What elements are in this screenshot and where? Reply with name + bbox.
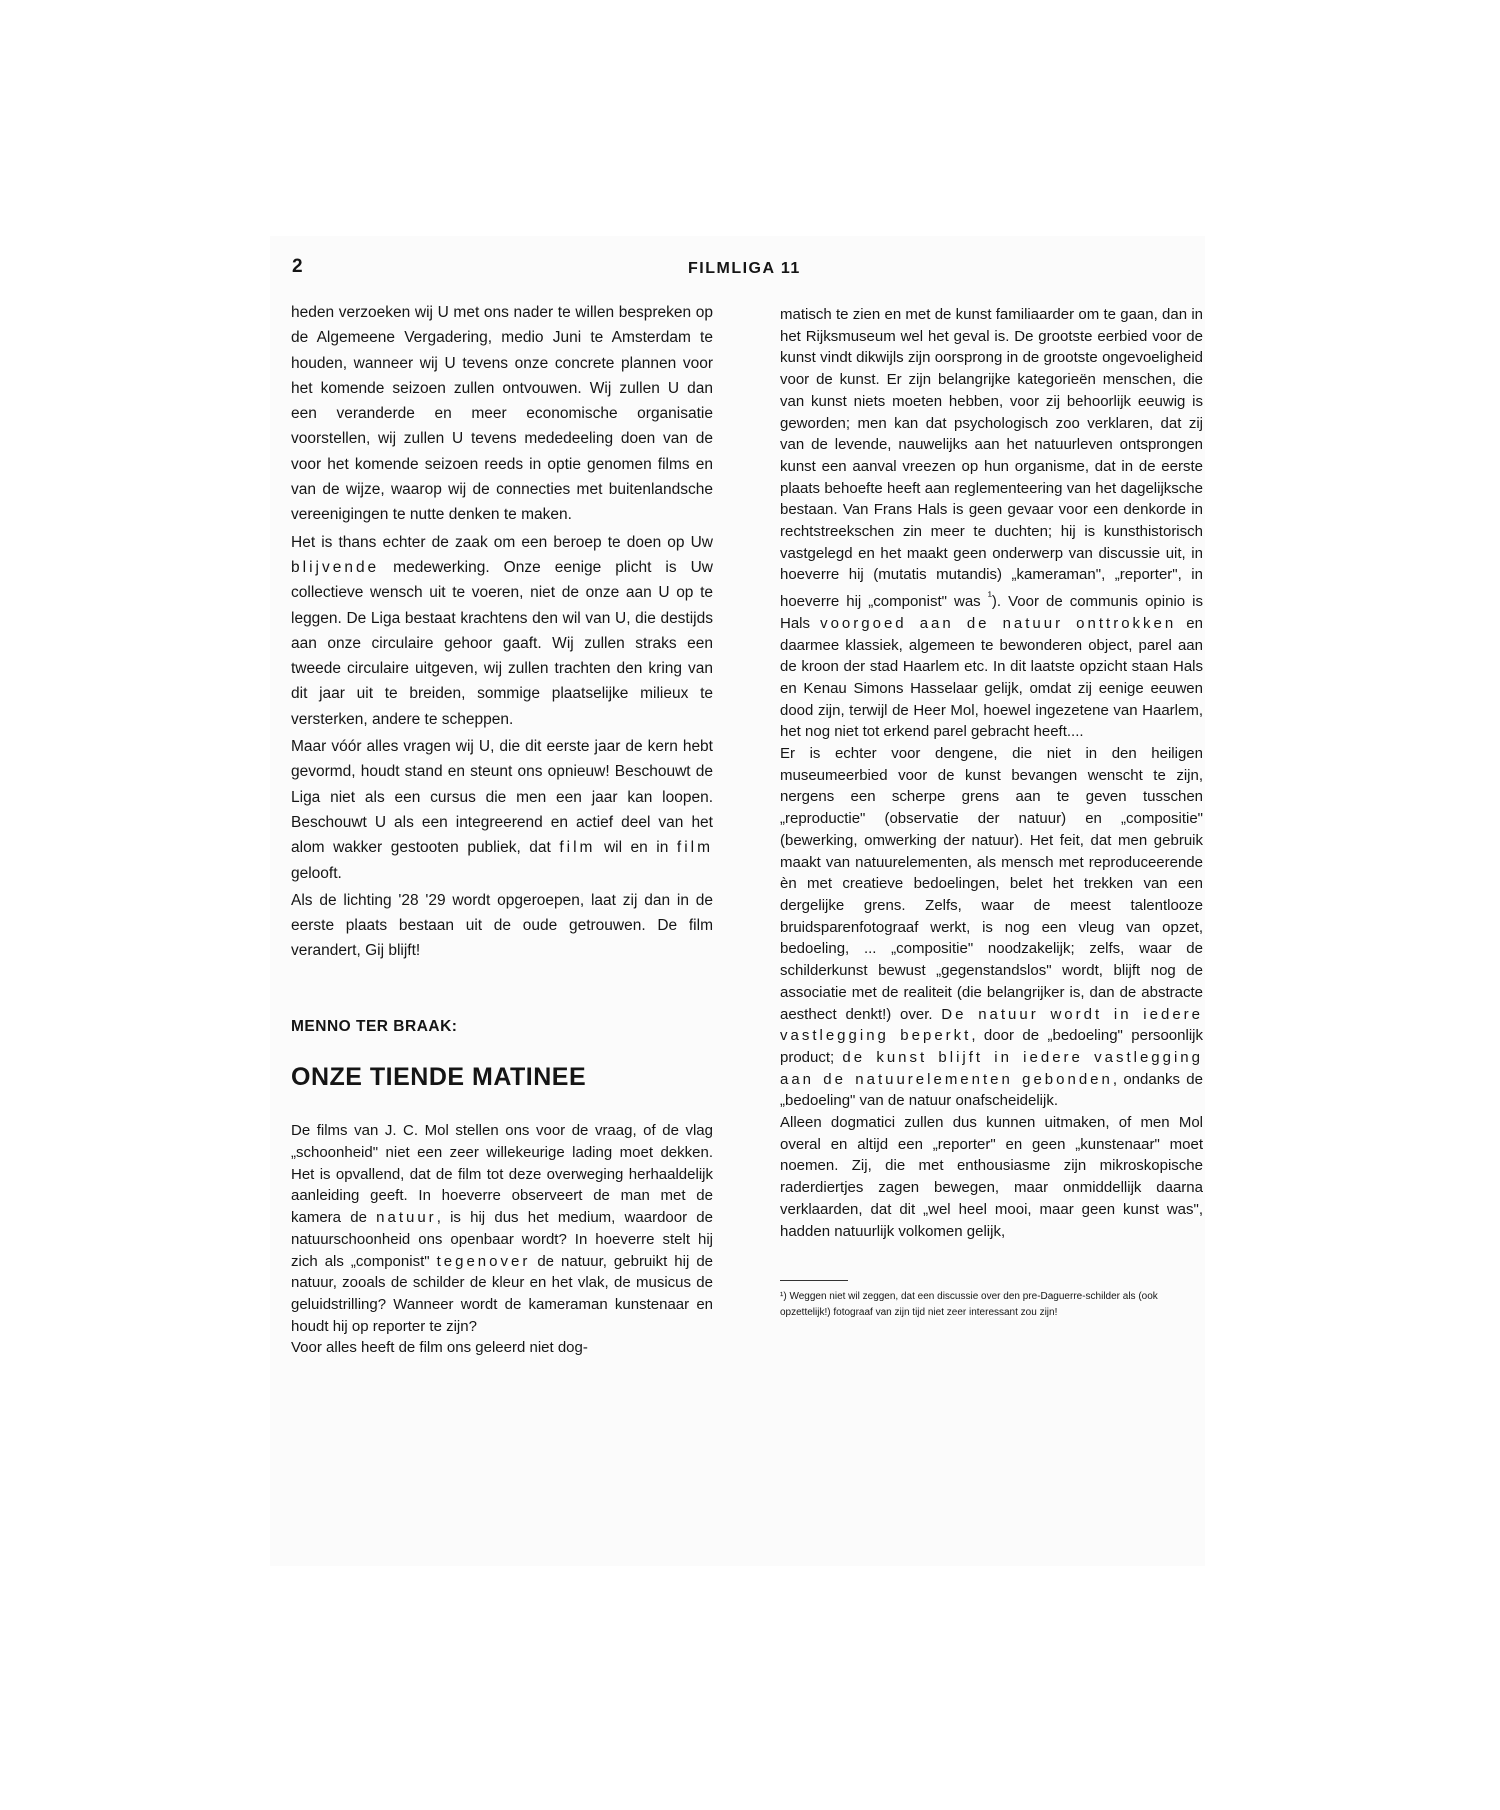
running-head: FILMLIGA 11 bbox=[688, 260, 801, 277]
footnote: ¹) Weggen niet wil zeggen, dat een discussie over den pre-Daguerre-schilder als (ook opzettelijk!) fotograaf van zijn tijd niet zeer interessant zou zijn! bbox=[780, 1291, 1158, 1319]
paragraph: Voor alles heeft de film ons geleerd niet dog- bbox=[291, 1339, 588, 1357]
article-body bbox=[291, 1120, 713, 1359]
spaced-emphasis: film bbox=[559, 839, 596, 857]
paragraph: Als de lichting '28 '29 wordt opgeroepen, laat zij dan in de eerste plaats bestaan uit de oude getrouwen. De film verandert, Gij blijft! bbox=[291, 891, 713, 960]
spaced-emphasis: De natuur wordt in iedere vastlegging beperkt bbox=[780, 1005, 1203, 1045]
paragraph: De films van J. C. Mol stellen ons voor de vraag, of de vlag „schoonheid" niet een zeer willekeurige lading moet dekken. Het is opvallend, dat de film tot deze overweging herhaaldelijk aanleiding geeft. In hoeverre observeert de man met de kamera de natuur, is hij dus het medium, waardoor de natuurschoonheid ons openbaar wordt? In hoeverre stelt hij zich als „componist" tegenover de natuur, gebruikt hij de natuur, zooals de schilder de kleur en het vlak, de musicus de geluidstrilling? Wanneer wordt de kameraman kunstenaar en houdt hij op reporter te zijn? bbox=[291, 1122, 714, 1335]
article-author: MENNO TER BRAAK: bbox=[291, 1017, 458, 1035]
spaced-emphasis: tegenover bbox=[436, 1252, 531, 1270]
right-column bbox=[780, 304, 1203, 1321]
paragraph: Maar vóór alles vragen wij U, die dit eerste jaar de kern hebt gevormd, houdt stand en steunt ons opnieuw! Beschouwt de Liga niet als een cursus die men een jaar kan loopen. Beschouwt U als een integreerend en actief deel van het alom wakker gestooten publiek, dat film wil en in film gelooft. bbox=[291, 738, 713, 882]
paragraph: matisch te zien en met de kunst familiaarder om te gaan, dan in het Rijksmuseum wel het geval is. De grootste eerbied voor de kunst vindt dikwijls zijn oorsprong in de grootste ongevoeligheid voor de kunst. Er zijn belangrijke kategorieën menschen, die van kunst niets moeten hebben, voor zij behoorlijk eeuwig is geworden; men kan dat psychologisch zoo verklaren, dat zij van de levende, nauwelijks aan het natuurleven ontsprongen kunst een aanval vreezen op hun organisme, dat in de eerste plaats behoefte heeft aan reglementeering van het dagelijksche bestaan. Van Frans Hals is geen gevaar voor een denkorde in rechtstreekschen zin meer te duchten; hij is kunsthistorisch vastgelegd en het maakt geen onderwerp van discussie uit, in hoeverre hij (mutatis mutandis) „kameraman", „reporter", in hoeverre hij „componist" was $^{^1}$). Voor de communis opinio is Hals voorgoed aan de natuur onttrokken en daarmee klassiek, algemeen te bewonderen object, parel aan de kroon der stad Haarlem etc. In dit laatste opzicht staan Hals en Kenau Simons Hasselaar gelijk, omdat zij eenige eeuwen dood zijn, terwijl de Heer Mol, hoewel ingezetene van Haarlem, het nog niet tot erkend parel gebracht heeft.... bbox=[780, 306, 1203, 741]
page-number: 2 bbox=[292, 256, 303, 277]
left-column bbox=[291, 300, 713, 1359]
spaced-emphasis: blijvende bbox=[291, 558, 380, 576]
footnote-marker: ¹ bbox=[987, 589, 992, 604]
paragraph: Het is thans echter de zaak om een beroep te doen op Uw blijvende medewerking. Onze eenige plicht is Uw collectieve wensch uit te voeren, niet de onze aan U op te leggen. De Liga bestaat krachtens den wil van U, die destijds aan onze circulaire gehoor gaaft. Wij zullen straks een tweede circulaire uitgeven, wij zullen trachten den kring van dit jaar uit te breiden, sommige plaatselijke milieux te versterken, andere te scheppen. bbox=[291, 533, 713, 728]
paragraph: heden verzoeken wij U met ons nader te willen bespreken op de Algemeene Vergadering, medio Juni te Amsterdam te houden, wanneer wij U tevens onze concrete plannen voor het komende seizoen zullen ontvouwen. Wij zullen U dan een veranderde en meer economische organisatie voorstellen, wij zullen U tevens mededeeling doen van de voor het komende seizoen reeds in optie genomen films en van de wijze, waarop wij de connecties met buitenlandsche vereenigingen te nutte denken te maken. bbox=[291, 304, 713, 524]
spaced-emphasis: de kunst blijft in iedere vastlegging aan de natuurelementen gebonden bbox=[780, 1048, 1203, 1088]
spaced-emphasis: voorgoed aan de natuur onttrokken bbox=[820, 614, 1177, 632]
spaced-emphasis: film bbox=[676, 839, 713, 857]
article-title: ONZE TIENDE MATINEE bbox=[291, 1063, 587, 1092]
paragraph: Alleen dogmatici zullen dus kunnen uitmaken, of men Mol overal en altijd een „reporter" en geen „kunstenaar" moet noemen. Zij, die met enthousiasme zijn mikroskopische raderdiertjes zagen bewegen, maar onmiddellijk daarna verklaarden, dat dit „wel heel mooi, maar geen kunst was", hadden natuurlijk volkomen gelijk, bbox=[780, 1114, 1203, 1240]
footnote-divider bbox=[780, 1280, 848, 1281]
spaced-emphasis: natuur bbox=[376, 1209, 437, 1227]
paragraph: Er is echter voor dengene, die niet in den heiligen museumeerbied voor de kunst bevangen wenscht te zijn, nergens een scherpe grens aan te geven tusschen „reproductie" (observatie der natuur) en „compositie" (bewerking, omwerking der natuur). Het feit, dat men gebruik maakt van natuurelementen, als mensch met reproduceerende èn met creatieve bedoelingen, belet het trekken van een dergelijke grens. Zelfs, waar de meest talentlooze bruidsparenfotograaf werkt, is nog een vleug van opzet, bedoeling, ... „compositie" noodzakelijk; zelfs, waar de schilderkunst bewust „gegenstandslos" wordt, blijft nog de associatie met de realiteit (die belangrijker is, dan de abstracte aesthect denkt!) over. De natuur wordt in iedere vastlegging beperkt, door de „bedoeling" persoonlijk product; de kunst blijft in iedere vastlegging aan de natuurelementen gebonden, ondanks de „bedoeling" van de natuur onafscheidelijk. bbox=[780, 745, 1203, 1110]
